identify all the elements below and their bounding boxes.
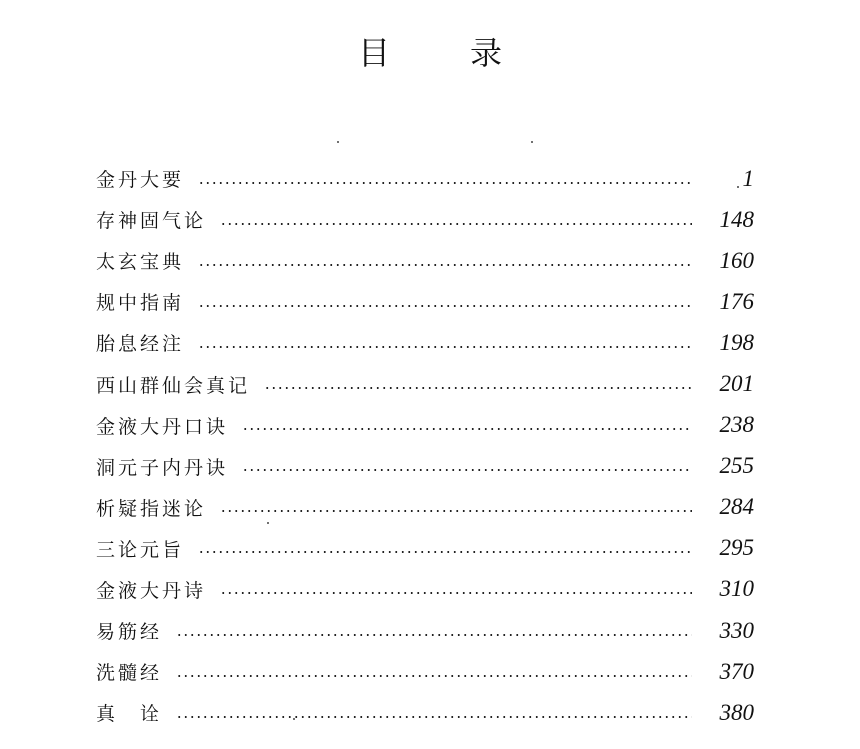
dot-leader [220, 223, 692, 225]
dot-leader [220, 510, 692, 512]
toc-entry[interactable] [96, 446, 754, 487]
toc-entry[interactable] [96, 651, 754, 692]
toc-entry[interactable] [96, 569, 754, 610]
toc-entry-page: 201 [719, 371, 754, 397]
title-char-2: 录 [470, 34, 503, 72]
toc-entry[interactable] [96, 692, 754, 733]
toc-entry-title: 西山群仙会真记 [96, 374, 251, 397]
toc-entry[interactable] [96, 487, 754, 528]
dot-leader [176, 716, 692, 718]
dot-leader [242, 428, 692, 430]
toc-entry-title: 金丹大要 [96, 169, 185, 192]
toc-entry-title: 胎息经注 [96, 333, 185, 356]
toc-list [96, 158, 754, 733]
toc-entry-page: 295 [719, 535, 754, 561]
dot-leader [242, 469, 692, 471]
toc-entry-page: 1 [742, 165, 754, 191]
dot-leader [264, 387, 692, 389]
toc-entry[interactable] [96, 158, 754, 199]
toc-entry-page: 330 [719, 617, 754, 643]
dot-leader [198, 305, 692, 307]
toc-entry-page: 370 [719, 658, 754, 684]
page-title [0, 28, 860, 74]
toc-entry[interactable] [96, 281, 754, 322]
dot-leader [176, 675, 692, 677]
dot-leader [198, 264, 692, 266]
toc-entry-page: 198 [719, 329, 754, 355]
toc-entry[interactable] [96, 528, 754, 569]
dot-leader [198, 346, 692, 348]
dot-leader [198, 551, 692, 553]
toc-entry-page: 160 [719, 247, 754, 273]
toc-entry-title: 真 诠 [96, 703, 163, 726]
toc-entry-page: 284 [719, 494, 754, 520]
toc-entry-title: 易筋经 [96, 621, 163, 644]
toc-entry[interactable] [96, 610, 754, 651]
toc-entry-page: 238 [719, 412, 754, 438]
toc-entry[interactable] [96, 240, 754, 281]
toc-entry-title: 太玄宝典 [96, 251, 185, 274]
toc-entry-page: 148 [719, 206, 754, 232]
toc-entry-page: 310 [719, 576, 754, 602]
toc-entry[interactable] [96, 322, 754, 363]
toc-entry-page: 176 [719, 288, 754, 314]
toc-entry[interactable] [96, 405, 754, 446]
toc-entry[interactable] [96, 363, 754, 404]
toc-entry-page: 255 [719, 453, 754, 479]
toc-entry-title: 洞元子内丹诀 [96, 456, 229, 479]
title-char-1: 目 [357, 34, 390, 72]
toc-entry-title: 金液大丹口诀 [96, 415, 229, 438]
toc-entry-title: 析疑指迷论 [96, 497, 207, 520]
dot-leader [176, 634, 692, 636]
toc-entry-title: 存神固气论 [96, 210, 207, 233]
toc-entry[interactable] [96, 199, 754, 240]
dot-leader [220, 592, 692, 594]
toc-entry-title: 金液大丹诗 [96, 579, 207, 602]
toc-entry-title: 规中指南 [96, 292, 185, 315]
toc-entry-title: 三论元旨 [96, 538, 185, 561]
toc-entry-title: 洗髓经 [96, 662, 163, 685]
dot-leader [198, 182, 692, 184]
toc-entry-page: 380 [719, 699, 754, 725]
